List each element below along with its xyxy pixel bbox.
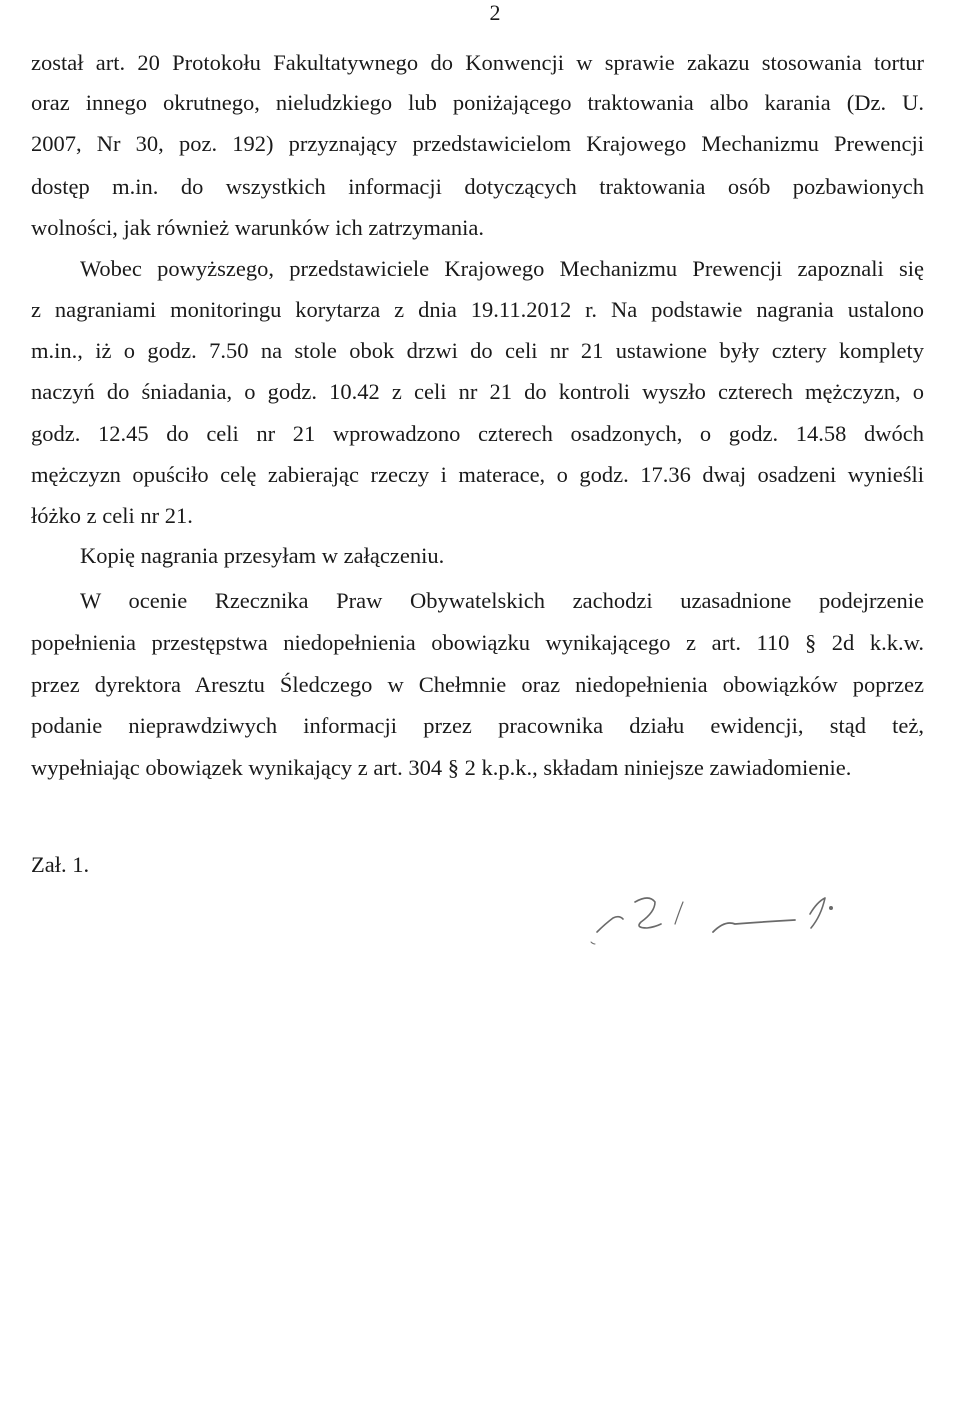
attachment-label: Zał. 1. xyxy=(31,852,90,877)
handwritten-signature xyxy=(585,872,885,962)
paragraph-2-line: godz. 12.45 do celi nr 21 wprowadzono czterech osadzonych, o godz. 14.58 dwóch xyxy=(31,421,924,446)
paragraph-1-line: oraz innego okrutnego, nieludzkiego lub poniżającego traktowania albo karania (Dz. U. xyxy=(31,90,924,115)
paragraph-2-line: mężczyzn opuściło celę zabierając rzeczy i materace, o godz. 17.36 dwaj osadzeni wynieśli xyxy=(31,462,924,487)
paragraph-2-line: łóżko z celi nr 21. xyxy=(31,503,193,528)
paragraph-4-line: popełnienia przestępstwa niedopełnienia obowiązku wynikającego z art. 110 § 2d k.k.w. xyxy=(31,630,924,655)
paragraph-1-line: dostęp m.in. do wszystkich informacji dotyczących traktowania osób pozbawionych xyxy=(31,174,924,199)
paragraph-2-line: Wobec powyższego, przedstawiciele Krajowego Mechanizmu Prewencji zapoznali się xyxy=(80,256,924,281)
paragraph-1-line: wolności, jak również warunków ich zatrzymania. xyxy=(31,215,484,240)
paragraph-2-line: z nagraniami monitoringu korytarza z dnia 19.11.2012 r. Na podstawie nagrania ustalono xyxy=(31,297,924,322)
paragraph-3: Kopię nagrania przesyłam w załączeniu. xyxy=(80,543,445,568)
paragraph-4-line: wypełniając obowiązek wynikający z art. 304 § 2 k.p.k., składam niniejsze zawiadomienie. xyxy=(31,755,852,780)
paragraph-1-line: 2007, Nr 30, poz. 192) przyznający przedstawicielom Krajowego Mechanizmu Prewencji xyxy=(31,131,924,156)
paragraph-2-line: naczyń do śniadania, o godz. 10.42 z celi nr 21 do kontroli wyszło czterech mężczyzn, o xyxy=(31,379,924,404)
page-number: 2 xyxy=(489,0,501,25)
paragraph-4-line: przez dyrektora Aresztu Śledczego w Chełmnie oraz niedopełnienia obowiązków poprzez xyxy=(31,672,924,697)
paragraph-4-line: podanie nieprawdziwych informacji przez pracownika działu ewidencji, stąd też, xyxy=(31,713,924,738)
paragraph-4-line: W ocenie Rzecznika Praw Obywatelskich zachodzi uzasadnione podejrzenie xyxy=(80,588,924,613)
paragraph-1-line: został art. 20 Protokołu Fakultatywnego do Konwencji w sprawie zakazu stosowania tortur xyxy=(31,50,924,75)
paragraph-2-line: m.in., iż o godz. 7.50 na stole obok drzwi do celi nr 21 ustawione były cztery komplety xyxy=(31,338,924,363)
